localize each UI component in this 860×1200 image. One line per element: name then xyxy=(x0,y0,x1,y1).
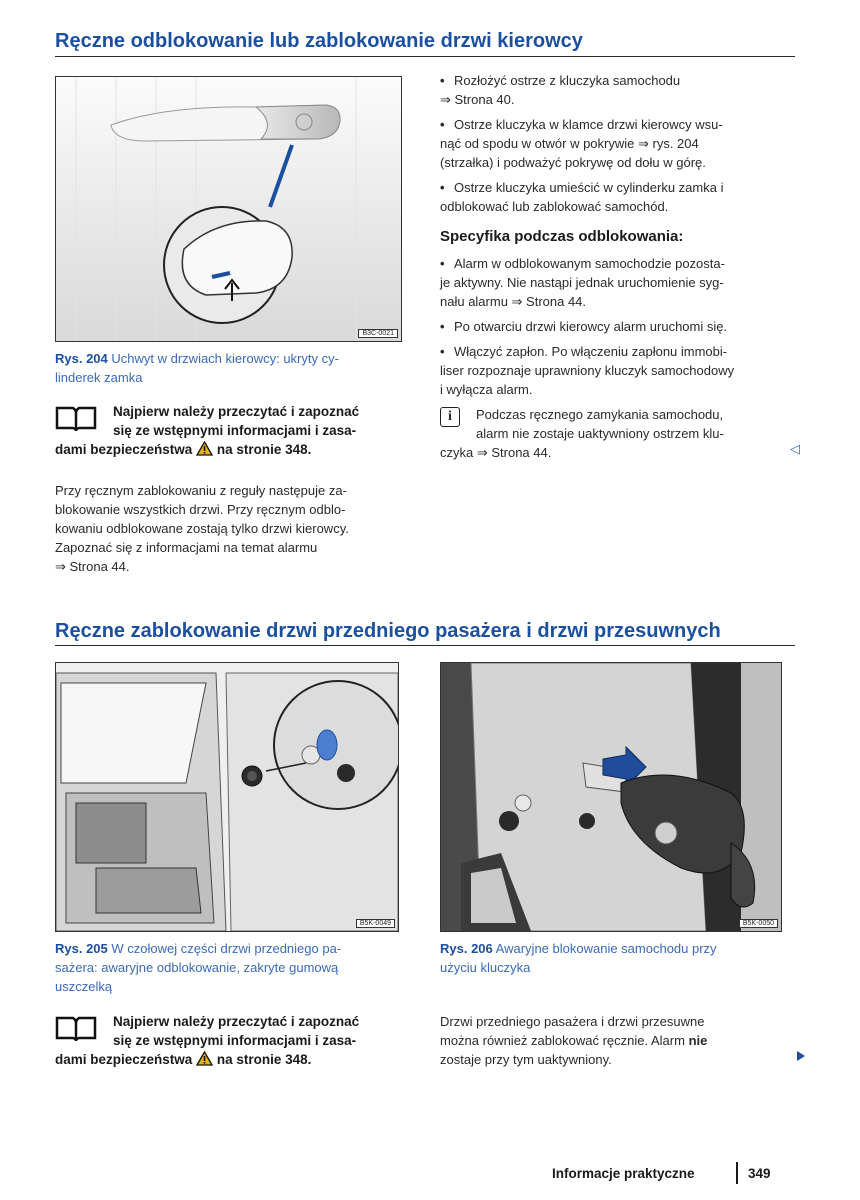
figure-number: Rys. 205 xyxy=(55,941,108,956)
notice-line-1: Najpierw należy przeczytać i zapoznać xyxy=(113,1014,360,1029)
book-icon xyxy=(55,1014,97,1042)
bullet-icon: • xyxy=(440,73,445,88)
figure-passenger-door xyxy=(55,662,399,932)
bullet-icon: • xyxy=(440,117,445,132)
notice-line-3a: dami bezpieczeństwa xyxy=(55,442,193,457)
figure-code: B3C-0021 xyxy=(358,329,398,338)
section-title: Ręczne zablokowanie drzwi przedniego pasażera i drzwi przesuwnych xyxy=(55,620,721,642)
book-icon xyxy=(55,404,97,432)
continue-arrow-icon xyxy=(797,1051,805,1061)
footer-section: Informacje praktyczne xyxy=(552,1166,695,1181)
section-title: Ręczne odblokowanie lub zablokowanie drzwi kierowcy xyxy=(55,30,583,52)
step-text: nąć od spodu w otwór w pokrywie ⇒ rys. 204 xyxy=(440,136,699,151)
step-text: Rozłożyć ostrze z kluczyka samochodu xyxy=(454,73,681,88)
spec-text: liser rozpoznaje uprawniony kluczyk samochodowy xyxy=(440,363,735,378)
step-text: odblokować lub zablokować samochód. xyxy=(440,199,669,214)
spec-text: Włączyć zapłon. Po włączeniu zapłonu immobi- xyxy=(454,344,728,359)
step-text: Ostrze kluczyka umieścić w cylinderku zamka i xyxy=(454,180,724,195)
warning-icon xyxy=(196,441,213,456)
list-item xyxy=(440,317,800,336)
para-line: Przy ręcznym zablokowaniu z reguły następuje za- xyxy=(55,483,347,498)
bullet-icon: • xyxy=(440,319,445,334)
end-of-section-icon: ◁ xyxy=(790,441,800,456)
spec-text: nału alarmu ⇒ Strona 44. xyxy=(440,294,587,309)
list-item xyxy=(440,71,800,109)
key-lock-illustration xyxy=(441,663,781,931)
notice-line-2: się ze wstępnymi informacjami i zasa- xyxy=(113,1033,357,1048)
figure-caption xyxy=(55,939,400,996)
read-first-notice xyxy=(55,1012,400,1069)
caption-text-1: W czołowej części drzwi przedniego pa- xyxy=(111,941,342,956)
door-handle-illustration xyxy=(56,77,401,341)
list-item xyxy=(440,342,800,399)
section-rule xyxy=(55,645,795,646)
info-icon: i xyxy=(440,407,460,427)
bullet-icon: • xyxy=(440,256,445,271)
read-first-notice xyxy=(55,402,400,459)
para-line: blokowanie wszystkich drzwi. Przy ręcznym odblo- xyxy=(55,502,346,517)
figure-code: B5K-0049 xyxy=(356,919,395,928)
notice-line-3a: dami bezpieczeństwa xyxy=(55,1052,193,1067)
para-line: kowaniu odblokowane zostają tylko drzwi kierowcy. xyxy=(55,521,349,536)
page-link[interactable]: ⇒ Strona 40. xyxy=(440,92,515,107)
list-item xyxy=(440,254,800,311)
steps-list xyxy=(440,71,800,216)
page-number: 349 xyxy=(748,1166,771,1181)
caption-text-1: Uchwyt w drzwiach kierowcy: ukryty cy- xyxy=(111,351,339,366)
spec-text: Alarm w odblokowanym samochodzie pozosta- xyxy=(454,256,725,271)
subheading: Specyfika podczas odblokowania: xyxy=(440,228,684,245)
section-rule xyxy=(55,56,795,57)
page-link[interactable]: ⇒ Strona 44. xyxy=(55,559,130,574)
caption-text-2: użyciu kluczyka xyxy=(440,960,531,975)
step-text: Ostrze kluczyka w klamce drzwi kierowcy wsu- xyxy=(454,117,723,132)
info-text: Podczas ręcznego zamykania samochodu, xyxy=(476,407,724,422)
figure-caption xyxy=(55,349,400,387)
caption-text-2: sażera: awaryjne odblokowanie, zakryte gumową xyxy=(55,960,339,975)
step-text: (strzałka) i podważyć pokrywę od dołu w górę. xyxy=(440,155,706,170)
figure-caption xyxy=(440,939,785,977)
bullet-icon: • xyxy=(440,344,445,359)
info-text: alarm nie zostaje uaktywniony ostrzem klu- xyxy=(476,426,724,441)
passenger-door-illustration xyxy=(56,663,398,931)
page-link[interactable]: czyka ⇒ Strona 44. xyxy=(440,445,552,460)
spec-text: i wyłącza alarm. xyxy=(440,382,533,397)
spec-list xyxy=(440,254,800,399)
lock-paragraph xyxy=(440,1012,785,1069)
list-item xyxy=(440,178,800,216)
spec-text: je aktywny. Nie nastąpi jednak uruchomienie syg- xyxy=(440,275,724,290)
figure-number: Rys. 204 xyxy=(55,351,108,366)
intro-paragraph xyxy=(55,481,400,576)
para-line: zostaje przy tym uaktywniony. xyxy=(440,1052,612,1067)
figure-key-lock xyxy=(440,662,782,932)
caption-text-2: linderek zamka xyxy=(55,370,143,385)
caption-text-1: Awaryjne blokowanie samochodu przy xyxy=(495,941,717,956)
para-line: Zapoznać się z informacjami na temat alarmu xyxy=(55,540,318,555)
footer-divider xyxy=(736,1162,738,1184)
figure-code: B5K-0050 xyxy=(739,919,778,928)
warning-icon xyxy=(196,1051,213,1066)
para-line: Drzwi przedniego pasażera i drzwi przesuwne xyxy=(440,1014,705,1029)
bullet-icon: • xyxy=(440,180,445,195)
emphasis-text: nie xyxy=(688,1033,708,1048)
spec-text: Po otwarciu drzwi kierowcy alarm uruchomi się. xyxy=(454,319,728,334)
figure-door-handle xyxy=(55,76,402,342)
para-line: można również zablokować ręcznie. Alarm xyxy=(440,1033,685,1048)
caption-text-3: uszczelką xyxy=(55,979,113,994)
info-note xyxy=(440,405,800,462)
notice-line-3b-link[interactable]: na stronie 348. xyxy=(216,1052,312,1067)
figure-number: Rys. 206 xyxy=(440,941,493,956)
list-item xyxy=(440,115,800,172)
notice-line-1: Najpierw należy przeczytać i zapoznać xyxy=(113,404,360,419)
notice-line-3b-link[interactable]: na stronie 348. xyxy=(216,442,312,457)
notice-line-2: się ze wstępnymi informacjami i zasa- xyxy=(113,423,357,438)
